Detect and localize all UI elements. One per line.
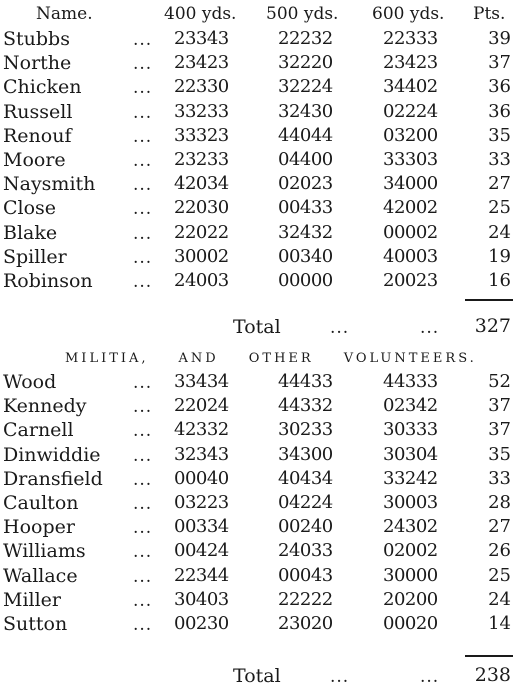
runner-name: Blake (3, 221, 58, 244)
points-total: 36 (488, 76, 511, 98)
total-dots-2a: ... (330, 667, 350, 687)
score-400-yds: 23233 (174, 149, 229, 170)
score-500-yds: 40434 (278, 467, 333, 489)
runner-name: Dinwiddie (3, 443, 101, 466)
score-500-yds: 22232 (278, 28, 333, 49)
runner-name: Sutton (3, 613, 68, 635)
runner-name: Wallace (3, 564, 78, 587)
runner-name: Williams (3, 540, 86, 563)
score-500-yds: 00043 (278, 564, 333, 586)
score-500-yds: 04400 (278, 149, 333, 170)
score-400-yds: 33233 (174, 100, 229, 122)
score-600-yds: 03200 (383, 124, 438, 146)
header-name: Name. (36, 4, 93, 24)
runner-name: Kennedy (3, 395, 87, 418)
score-500-yds: 44433 (278, 371, 333, 392)
score-500-yds: 00340 (278, 245, 333, 267)
leader-dots: ... (133, 151, 153, 171)
section-heading-militia (65, 352, 507, 365)
score-400-yds: 03223 (174, 492, 229, 513)
score-500-yds: 23020 (278, 613, 333, 634)
total-label-2: Total (233, 665, 281, 687)
score-400-yds: 00334 (174, 516, 229, 538)
score-500-yds: 32430 (278, 100, 333, 122)
runner-name: Carnell (3, 419, 74, 442)
runner-name: Wood (3, 371, 57, 393)
score-500-yds: 32224 (278, 76, 333, 98)
score-400-yds: 42332 (174, 419, 229, 441)
points-total: 28 (488, 492, 511, 513)
score-600-yds: 33303 (383, 149, 438, 170)
runner-name: Caulton (3, 492, 79, 514)
score-400-yds: 23423 (174, 52, 229, 74)
score-500-yds: 34300 (278, 443, 333, 465)
score-500-yds: 44044 (278, 124, 333, 146)
score-500-yds: 22222 (278, 588, 333, 610)
score-600-yds: 02002 (383, 540, 438, 562)
total-dots-2b: ... (420, 667, 440, 687)
score-400-yds: 22030 (174, 197, 229, 219)
score-400-yds: 23343 (174, 28, 229, 49)
section-heading-word: AND (178, 351, 219, 366)
total-label-1: Total (233, 316, 281, 338)
score-600-yds: 42002 (383, 197, 438, 219)
runner-name: Moore (3, 149, 66, 171)
points-total: 37 (488, 419, 511, 441)
score-600-yds: 33242 (383, 467, 438, 489)
leader-dots: ... (133, 175, 153, 196)
score-400-yds: 33434 (174, 371, 229, 392)
leader-dots: ... (133, 566, 153, 587)
points-total: 16 (488, 270, 511, 291)
leader-dots: ... (133, 199, 153, 220)
header-400-yds: 400 yds. (164, 4, 237, 24)
runner-name: Spiller (3, 245, 67, 268)
score-400-yds: 22330 (174, 76, 229, 98)
score-400-yds: 22022 (174, 221, 229, 243)
header-600-yds: 600 yds. (372, 4, 445, 24)
points-total: 27 (488, 173, 511, 195)
score-400-yds: 30002 (174, 245, 229, 267)
score-400-yds: 32343 (174, 443, 229, 465)
score-600-yds: 30000 (383, 564, 438, 586)
score-600-yds: 40003 (383, 245, 438, 267)
points-total: 35 (488, 124, 511, 146)
points-total: 26 (488, 540, 511, 562)
runner-name: Naysmith (3, 173, 96, 196)
leader-dots: ... (133, 30, 153, 50)
score-600-yds: 34402 (383, 76, 438, 98)
score-600-yds: 20023 (383, 270, 438, 291)
score-500-yds: 32220 (278, 52, 333, 74)
score-500-yds: 30233 (278, 419, 333, 441)
points-total: 39 (488, 28, 511, 49)
section-heading-word: MILITIA, (65, 351, 149, 366)
leader-dots: ... (133, 542, 153, 563)
score-600-yds: 34000 (383, 173, 438, 195)
runner-name: Russell (3, 100, 73, 123)
runner-name: Miller (3, 588, 62, 611)
points-total: 27 (488, 516, 511, 538)
score-500-yds: 24033 (278, 540, 333, 562)
score-400-yds: 22344 (174, 564, 229, 586)
leader-dots: ... (133, 272, 153, 292)
runner-name: Hooper (3, 516, 75, 539)
points-total: 24 (488, 588, 511, 610)
score-500-yds: 02023 (278, 173, 333, 195)
score-600-yds: 02342 (383, 395, 438, 417)
score-400-yds: 30403 (174, 588, 229, 610)
section-heading-word: VOLUNTEERS. (343, 351, 477, 366)
points-total: 24 (488, 221, 511, 243)
total-rule-2 (465, 655, 513, 657)
leader-dots: ... (133, 445, 153, 466)
score-600-yds: 44333 (383, 371, 438, 392)
score-400-yds: 00040 (174, 467, 229, 489)
points-total: 35 (488, 443, 511, 465)
leader-dots: ... (133, 421, 153, 442)
runner-name: Renouf (3, 124, 72, 147)
score-400-yds: 33323 (174, 124, 229, 146)
leader-dots: ... (133, 494, 153, 514)
runner-name: Close (3, 197, 57, 220)
score-500-yds: 04224 (278, 492, 333, 513)
leader-dots: ... (133, 615, 153, 635)
points-total: 33 (488, 467, 511, 489)
total-value-2: 238 (474, 664, 511, 686)
points-total: 25 (488, 197, 511, 219)
runner-name: Dransfield (3, 467, 103, 490)
runner-name: Stubbs (3, 28, 70, 50)
header-500-yds: 500 yds. (266, 4, 339, 24)
score-600-yds: 22333 (383, 28, 438, 49)
runner-name: Chicken (3, 76, 82, 99)
leader-dots: ... (133, 126, 153, 147)
points-total: 33 (488, 149, 511, 170)
runner-name: Robinson (3, 270, 93, 292)
score-500-yds: 00240 (278, 516, 333, 538)
points-total: 37 (488, 52, 511, 74)
runner-name: Northe (3, 52, 72, 75)
leader-dots: ... (133, 247, 153, 268)
leader-dots: ... (133, 373, 153, 393)
score-400-yds: 22024 (174, 395, 229, 417)
score-600-yds: 30333 (383, 419, 438, 441)
leader-dots: ... (133, 469, 153, 490)
total-dots-1b: ... (420, 318, 440, 338)
score-600-yds: 30003 (383, 492, 438, 513)
points-total: 52 (488, 371, 511, 392)
leader-dots: ... (133, 518, 153, 539)
score-400-yds: 42034 (174, 173, 229, 195)
score-400-yds: 24003 (174, 270, 229, 291)
leader-dots: ... (133, 102, 153, 123)
points-total: 25 (488, 564, 511, 586)
score-600-yds: 00020 (383, 613, 438, 634)
score-500-yds: 00000 (278, 270, 333, 291)
score-400-yds: 00424 (174, 540, 229, 562)
points-total: 19 (488, 245, 511, 267)
leader-dots: ... (133, 54, 153, 75)
score-600-yds: 00002 (383, 221, 438, 243)
score-600-yds: 24302 (383, 516, 438, 538)
score-500-yds: 44332 (278, 395, 333, 417)
header-points: Pts. (473, 4, 506, 24)
score-400-yds: 00230 (174, 613, 229, 634)
score-600-yds: 02224 (383, 100, 438, 122)
total-value-1: 327 (474, 315, 511, 337)
score-500-yds: 00433 (278, 197, 333, 219)
score-600-yds: 20200 (383, 588, 438, 610)
points-total: 14 (488, 613, 511, 634)
total-rule-1 (465, 299, 513, 301)
leader-dots: ... (133, 397, 153, 418)
score-500-yds: 32432 (278, 221, 333, 243)
section-heading-word: OTHER (248, 351, 314, 366)
leader-dots: ... (133, 223, 153, 244)
score-600-yds: 30304 (383, 443, 438, 465)
leader-dots: ... (133, 78, 153, 99)
score-600-yds: 23423 (383, 52, 438, 74)
points-total: 36 (488, 100, 511, 122)
points-total: 37 (488, 395, 511, 417)
total-dots-1a: ... (330, 318, 350, 338)
leader-dots: ... (133, 590, 153, 611)
